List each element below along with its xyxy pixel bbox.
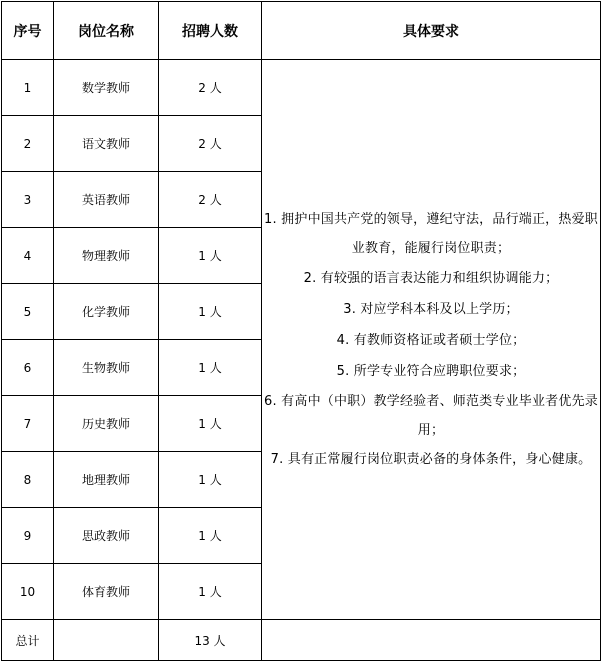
header-no: 序号 — [2, 2, 54, 60]
row-count: 2 人 — [159, 172, 262, 228]
row-count: 1 人 — [159, 452, 262, 508]
row-position: 地理教师 — [54, 452, 159, 508]
total-row — [2, 620, 601, 661]
row-no: 8 — [2, 452, 54, 508]
row-count: 1 人 — [159, 564, 262, 620]
row-no: 6 — [2, 340, 54, 396]
row-position: 语文教师 — [54, 116, 159, 172]
requirement-item: 3. 对应学科本科及以上学历； — [343, 302, 519, 317]
recruitment-table — [1, 1, 601, 661]
total-position — [54, 620, 159, 661]
row-no: 3 — [2, 172, 54, 228]
row-no: 7 — [2, 396, 54, 452]
total-label: 总计 — [2, 620, 54, 661]
row-count: 1 人 — [159, 508, 262, 564]
requirements-cell — [262, 60, 601, 620]
row-position: 英语教师 — [54, 172, 159, 228]
row-count: 2 人 — [159, 60, 262, 116]
row-no: 10 — [2, 564, 54, 620]
row-position: 思政教师 — [54, 508, 159, 564]
requirement-item: 1. 拥护中国共产党的领导，遵纪守法，品行端正，热爱职业教育，能履行岗位职责； — [264, 212, 598, 256]
header-count: 招聘人数 — [159, 2, 262, 60]
row-position: 体育教师 — [54, 564, 159, 620]
row-no: 2 — [2, 116, 54, 172]
row-count: 1 人 — [159, 228, 262, 284]
row-position: 化学教师 — [54, 284, 159, 340]
table-row — [2, 60, 601, 116]
row-count: 2 人 — [159, 116, 262, 172]
row-position: 历史教师 — [54, 396, 159, 452]
row-position: 生物教师 — [54, 340, 159, 396]
row-count: 1 人 — [159, 396, 262, 452]
header-position: 岗位名称 — [54, 2, 159, 60]
row-position: 物理教师 — [54, 228, 159, 284]
row-no: 9 — [2, 508, 54, 564]
row-count: 1 人 — [159, 340, 262, 396]
row-count: 1 人 — [159, 284, 262, 340]
total-count: 13 人 — [159, 620, 262, 661]
requirement-item: 4. 有教师资格证或者硕士学位； — [336, 333, 526, 348]
row-no: 1 — [2, 60, 54, 116]
total-requirements — [262, 620, 601, 661]
requirement-item: 5. 所学专业符合应聘职位要求； — [336, 364, 526, 379]
requirement-item: 7. 具有正常履行岗位职责必备的身体条件，身心健康。 — [270, 452, 592, 467]
requirement-item: 2. 有较强的语言表达能力和组织协调能力； — [303, 271, 559, 286]
row-no: 5 — [2, 284, 54, 340]
table-header-row — [2, 2, 601, 60]
row-no: 4 — [2, 228, 54, 284]
row-position: 数学教师 — [54, 60, 159, 116]
header-requirements: 具体要求 — [262, 2, 601, 60]
requirement-item: 6. 有高中（中职）教学经验者、师范类专业毕业者优先录用； — [264, 394, 598, 438]
